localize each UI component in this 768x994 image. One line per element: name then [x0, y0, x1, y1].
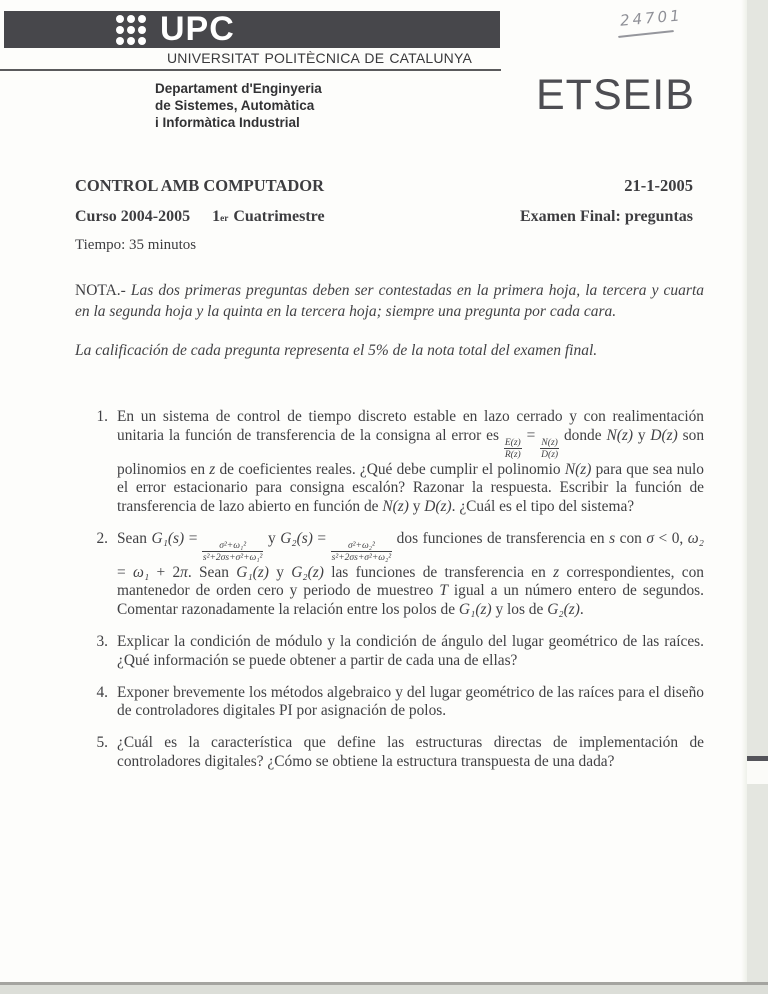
- university-name: UNIVERSITAT POLITÈCNICA DE CATALUNYA: [167, 50, 473, 66]
- note-grading: La calificación de cada pregunta representa el 5% de la nota total del examen final.: [75, 342, 598, 359]
- upc-dots-logo-icon: [116, 15, 146, 45]
- question-number: 1.: [96, 408, 108, 425]
- question-number: 3.: [96, 633, 108, 651]
- exam-type: Examen Final: preguntas: [519, 208, 693, 225]
- backdrop-bottom-strip: [0, 985, 768, 994]
- question-number: 4.: [96, 683, 108, 701]
- department-line: i Informàtica Industrial: [155, 115, 300, 130]
- department-line: de Sistemes, Automàtica: [155, 98, 315, 113]
- question-text: En un sistema de control de tiempo discreto estable en lazo cerrado y con realimentación unitaria la función de transferencia de la consigna al error es $\frac{E(z)}{R(z)}$ = $\frac{N(z)}{D(z)}$ donde N(z) y D(z) son polinomios en z de coeficientes reales. ¿Qué debe cumplir el polinomio N(z) para que sea nulo el error estacionario para consigna escalón? Razonar la respuesta. Escribir la función de transferencia de lazo abierto en función de N(z) y D(z). ¿Cuál es el tipo del sistema?: [117, 408, 705, 516]
- question-list: [88, 408, 704, 785]
- backdrop-paper-behind: [747, 761, 768, 784]
- handwritten-number: 24701: [619, 6, 684, 30]
- question-number: 5.: [96, 734, 108, 752]
- department-name: [155, 80, 322, 131]
- question-text: Exponer brevemente los métodos algebraico y del lugar geométrico de las raíces para el diseño de controladores digitales PI por asignación de polos.: [117, 683, 704, 720]
- exam-date: 21-1-2005: [624, 176, 693, 195]
- question-item: [88, 734, 704, 772]
- question-item: [88, 684, 704, 722]
- department-line: Departament d'Enginyeria: [155, 81, 322, 96]
- course-label: Curso 2004-2005: [75, 208, 191, 225]
- note-block: [75, 280, 704, 361]
- paper-right-edge: [741, 0, 747, 983]
- question-item: [88, 408, 704, 517]
- question-number: 2.: [96, 529, 108, 547]
- exam-time: Tiempo: 35 minutos: [75, 237, 197, 253]
- header-divider: [0, 69, 501, 71]
- question-item: [88, 530, 704, 620]
- school-name: ETSEIB: [536, 71, 695, 119]
- upc-logo-banner: [4, 11, 500, 48]
- term-number: 1: [212, 208, 221, 225]
- question-text: Sean G₁(s) = $\frac{\text{σ²+ω₁²}}{\text{s²+2σs+σ²+ω₁²}}$ y G₂(s) = $\frac{\text{σ²+ω₂²}}{\text{s²+2σs+σ²+ω₂²}}$ dos funciones de transferencia en s con σ < 0, ω₂ = ω₁ + 2π. Sean G₁(z) y G₂(z) las funciones de transferencia en z correspondientes, con mantenedor de orden cero y periodo de muestreo T igual a un número entero de segundos. Comentar razonadamente la relación entre los polos de G₁(z) y los de G₂(z).: [117, 529, 705, 619]
- upc-logo-text: UPC: [160, 10, 235, 48]
- note-paragraph: [75, 280, 704, 322]
- question-text: Explicar la condición de módulo y la condición de ángulo del lugar geométrico de las raíces. ¿Qué información se puede obtener a partir de cada una de ellas?: [117, 633, 704, 669]
- note-body: Las dos primeras preguntas deben ser contestadas en la primera hoja, la tercera y cuarta en la segunda hoja y la quinta en la tercera hoja; siempre una pregunta por cada cara.: [75, 282, 704, 320]
- exam-info: [75, 176, 693, 254]
- question-text: ¿Cuál es la característica que define las estructuras directas de implementación de controladores digitales? ¿Cómo se obtiene la estructura transpuesta de una dada?: [117, 734, 704, 771]
- term-label: Cuatrimestre: [233, 208, 325, 225]
- exam-title: CONTROL AMB COMPUTADOR: [75, 176, 325, 195]
- note-label: NOTA.-: [75, 282, 126, 299]
- question-item: [88, 633, 704, 671]
- course-term: Curso 2004-2005 1 er Cuatrimestre: [75, 208, 325, 225]
